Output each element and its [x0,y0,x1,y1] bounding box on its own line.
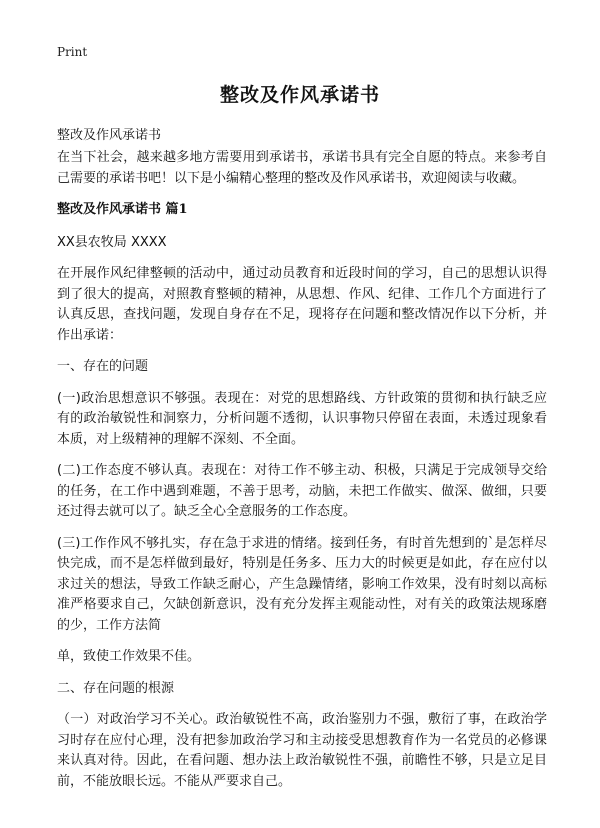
paragraph-2: (一)政治思想意识不够强。表现在：对党的思想路线、方针政策的贯彻和执行缺乏应有的政治敏锐性和洞察力，分析问题不透彻，认识事物只停留在表面，未透过现象看本质，对上级精神的理解不深刻、不全面。 [57,390,547,447]
document-subtitle: 整改及作风承诺书 [57,128,162,143]
document-title: 整改及作风承诺书 [219,84,380,106]
paragraph-6: （一）对政治学习不关心。政治敏锐性不高，政治鉴别力不强，敷衍了事，在政治学习时存在应付心理，没有把参加政治学习和主动接受思想教育作为一名党员的必修课来认真对待。因此，在看问题、想办法上政治敏锐性不强，前瞻性不够，只是立足目前，不能放眼长远。不能从严要求自己。 [57,712,547,789]
heading-problems: 一、存在的问题 [57,359,149,374]
print-label[interactable]: Print [57,45,88,59]
heading-root-causes: 二、存在问题的根源 [57,680,175,696]
paragraph-1: 在开展作风纪律整顿的活动中，通过动员教育和近段时间的学习，自己的思想认识得到了很大的提高，对照教育整顿的精神，从思想、作风、纪律、工作几个方面进行了认真反思，查找问题，发现自身存在不足，现将存在问题和整改情况作以下分析，并作出承诺： [57,266,547,343]
section-heading: 整改及作风承诺书 篇1 [57,202,188,217]
document-body [57,148,547,803]
org-line: XX县农牧局 XXXX [57,234,167,250]
paragraph-3: (二)工作态度不够认真。表现在：对待工作不够主动、积极，只满足于完成领导交给的任务，在工作中遇到难题，不善于思考，动脑，未把工作做实、做深、做细，只要还过得去就可以了。缺乏全心全意服务的工作态度。 [57,463,547,519]
paragraph-4: (三)工作作风不够扎实，存在急于求进的情绪。接到任务，有时首先想到的`是怎样尽快完成，而不是怎样做到最好，特别是任务多、压力大的时候更是如此，存在应付以求过关的想法，导致工作缺乏耐心，产生急躁情绪，影响工作效果，没有时刻以高标准严格要求自己，欠缺创新意识，没有充分发挥主观能动性，对有关的政策法规琢磨的少，工作方法简 [57,535,547,633]
intro-paragraph: 在当下社会，越来越多地方需要用到承诺书，承诺书具有完全自愿的特点。来参考自己需要的承诺书吧！以下是小编精心整理的整改及作风承诺书，欢迎阅读与收藏。 [57,150,547,186]
paragraph-5: 单，致使工作效果不佳。 [57,649,201,664]
